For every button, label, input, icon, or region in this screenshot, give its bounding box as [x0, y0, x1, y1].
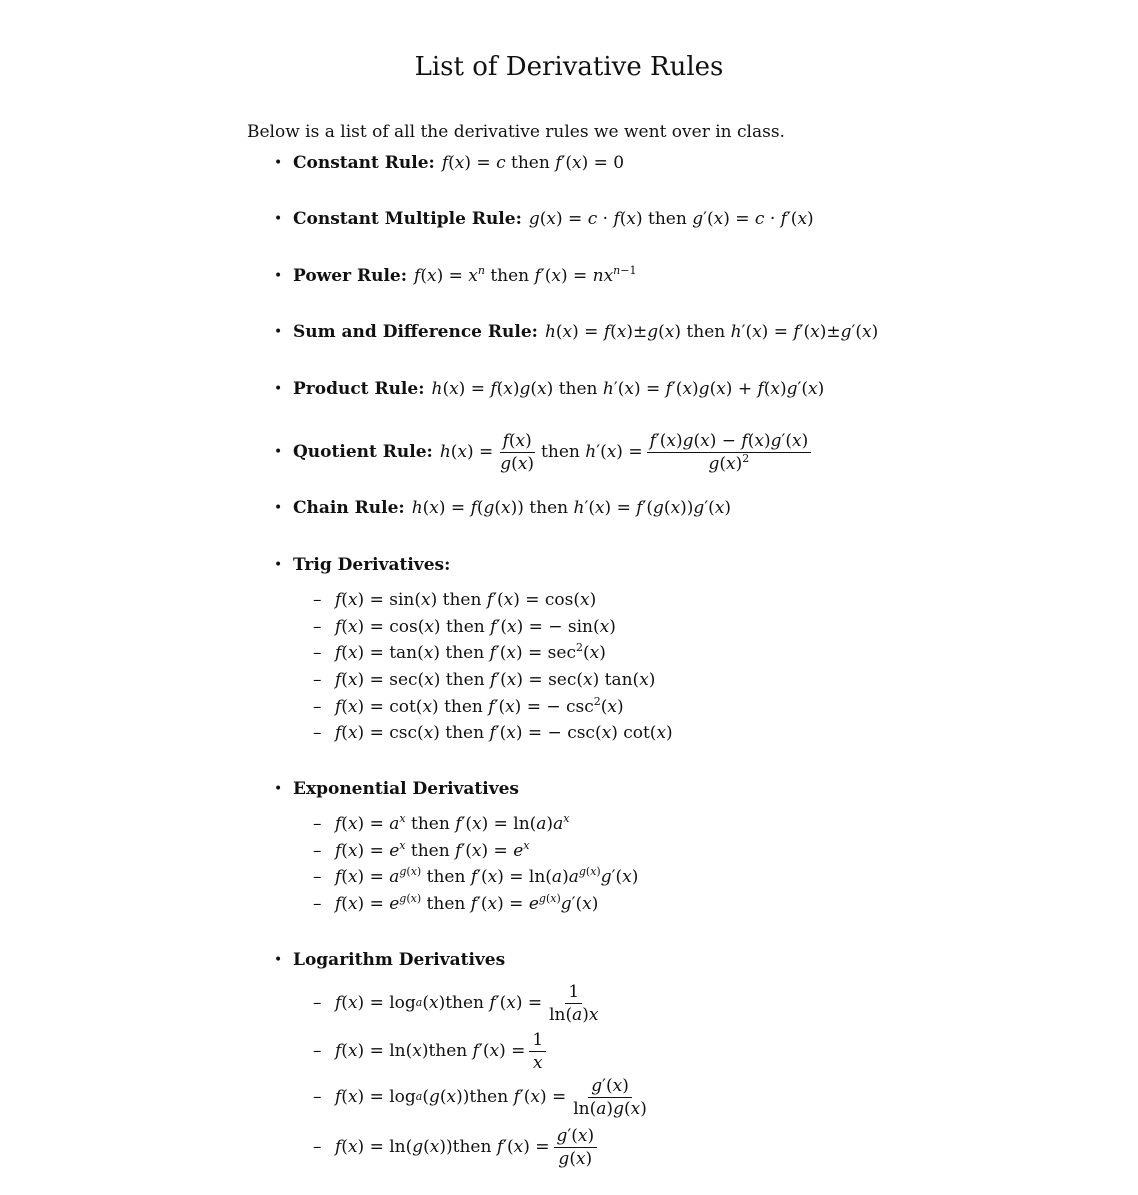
- constant-multiple-rule: [274, 204, 814, 234]
- quotient-rule: [274, 427, 815, 477]
- section-name: Logarithm Derivatives: [293, 950, 506, 970]
- formula: h ( x ) = $\frac{f(x)}{g(x)}$ then h ′( x ) = $\frac{f'(x)g(x) - f(x)g'(x)}{g(x)^2}$: [440, 431, 815, 474]
- trig-sin: – f(x) = sin(x) then f′(x) = cos(x): [313, 590, 597, 610]
- bullet: •: [274, 500, 283, 516]
- exp-e-x: – $f(x) = e^x$ then $f'(x) = e^x$: [313, 839, 530, 861]
- log-ln-gx: – f ( x ) = ln( g ( x )) then f ′( x ) = $\frac{g'(x)}{g(x)}$: [313, 1123, 601, 1171]
- log-loga-gx: – f ( x ) = log a ( g ( x )) then f ′( x ) = $\frac{g'(x)}{\ln(a)g(x)}$: [313, 1075, 647, 1119]
- formula: g(x) = c · f(x) then g′(x) = c · f′(x): [528, 209, 814, 229]
- logarithm-derivatives-heading: [274, 945, 512, 975]
- bullet: •: [274, 268, 283, 284]
- power-rule: [274, 261, 636, 291]
- formula: h(x) = f(x)g(x) then h′(x) = f′(x)g(x) + f(x)g′(x): [431, 379, 825, 399]
- trig-tan: – f(x) = tan(x) then $f'(x) = \sec^2(x)$: [313, 641, 606, 663]
- bullet: •: [274, 952, 283, 968]
- bullet: •: [274, 781, 283, 797]
- rule-name: Quotient Rule:: [293, 442, 433, 462]
- trig-cot: – f(x) = cot(x) then f′(x) = − $\csc^2(x)$: [313, 695, 624, 717]
- log-ln-x: – f ( x ) = ln( x ) then f ′( x ) = $\frac{1}{x}$: [313, 1027, 550, 1075]
- rule-name: Power Rule:: [293, 266, 408, 286]
- rule-name: Product Rule:: [293, 379, 425, 399]
- chain-rule: [274, 493, 731, 523]
- formula: h(x) = f(x)±g(x) then h′(x) = f′(x)±g′(x): [544, 322, 879, 342]
- trig-cos: – f(x) = cos(x) then f′(x) = − sin(x): [313, 617, 616, 637]
- rule-name: Chain Rule:: [293, 498, 405, 518]
- bullet: •: [274, 444, 283, 460]
- bullet: •: [274, 381, 283, 397]
- bullet: •: [274, 211, 283, 227]
- rule-name: Constant Multiple Rule:: [293, 209, 522, 229]
- exp-e-gx: – $f(x) = e^{g(x)}$ then $f'(x) = e^{g(x)}g'(x)$: [313, 892, 599, 914]
- exp-a-gx: – $f(x) = a^{g(x)}$ then $f'(x) = \ln(a)a^{g(x)}g'(x)$: [313, 865, 639, 887]
- trig-derivatives-heading: [274, 550, 457, 580]
- section-name: Trig Derivatives:: [293, 555, 451, 575]
- rule-name: Sum and Difference Rule:: [293, 322, 538, 342]
- bullet: •: [274, 155, 283, 171]
- trig-sec: – f(x) = sec(x) then f′(x) = sec(x) tan(x): [313, 670, 656, 690]
- exponential-derivatives-heading: [274, 774, 526, 804]
- sum-difference-rule: [274, 317, 878, 347]
- trig-csc: – f(x) = csc(x) then f′(x) = − csc(x) cot(x): [313, 723, 673, 743]
- page-title: List of Derivative Rules: [414, 52, 724, 82]
- log-loga-x: – f ( x ) = log a ( x ) then f ′( x ) = $\frac{1}{\ln(a)x}$: [313, 981, 599, 1025]
- constant-rule: [274, 148, 624, 178]
- bullet: •: [274, 324, 283, 340]
- rule-name: Constant Rule:: [293, 153, 435, 173]
- formula: h(x) = f(g(x)) then h′(x) = f′(g(x))g′(x): [411, 498, 732, 518]
- intro-text: Below is a list of all the derivative rules we went over in class.: [247, 122, 785, 142]
- bullet: •: [274, 557, 283, 573]
- formula: $f(x) = x^n$ then $f'(x) = nx^{n-1}$: [414, 264, 637, 286]
- product-rule: [274, 374, 824, 404]
- section-name: Exponential Derivatives: [293, 779, 519, 799]
- exp-a-x: – $f(x) = a^x$ then $f'(x) = \ln(a)a^x$: [313, 812, 570, 834]
- formula: f(x) = c then f′(x) = 0: [441, 153, 625, 173]
